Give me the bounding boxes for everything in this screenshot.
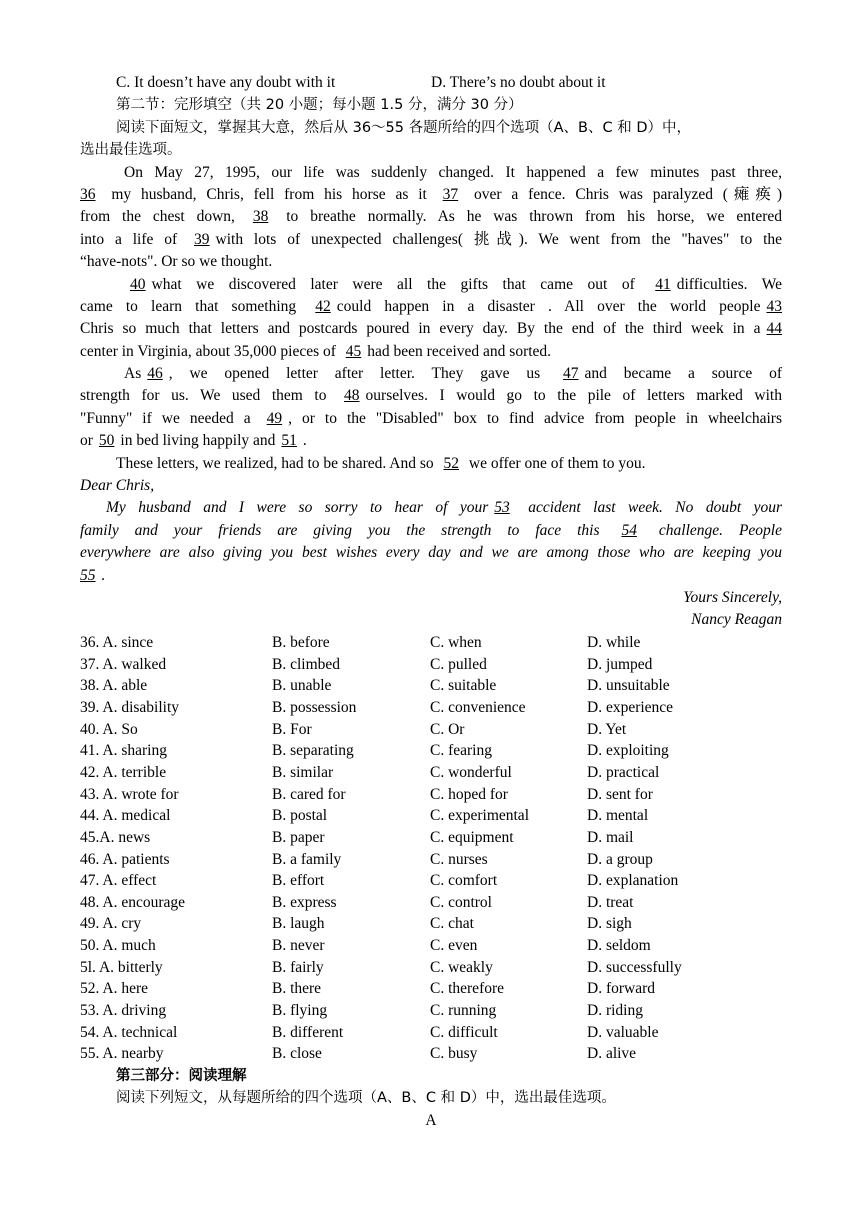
option-42-b: B. similar — [272, 764, 334, 781]
option-row-40 — [80, 719, 782, 741]
blank-54: 54 — [621, 521, 637, 539]
option-39-d: D. experience — [587, 699, 674, 717]
option-37-c: C. pulled — [430, 655, 487, 673]
option-49-b: B. laugh — [272, 915, 325, 933]
option-42-c: C. wonderful — [430, 764, 512, 781]
option-45-a: 45.A. news — [80, 828, 151, 846]
blank-43: 43 — [766, 297, 782, 315]
prev-option-c: C. It doesn’t have any doubt with it — [116, 74, 336, 91]
passage-p1-line-4: into a life of 39 with lots of unexpected challenges( 挑战). We went from the "haves" to the — [80, 230, 783, 248]
blank-53: 53 — [494, 499, 510, 517]
option-row-47 — [80, 870, 782, 892]
option-row-49 — [80, 913, 782, 935]
letter-line-4: 55 . — [80, 566, 106, 584]
option-row-50 — [80, 935, 782, 957]
option-37-b: B. climbed — [272, 655, 341, 673]
option-40-b: B. For — [272, 720, 312, 738]
blank-55: 55 — [80, 566, 96, 584]
option-37-d: D. jumped — [587, 655, 653, 673]
option-36-b: B. before — [272, 634, 330, 652]
option-41-d: D. exploiting — [587, 742, 669, 760]
option-48-d: D. treat — [587, 893, 634, 911]
option-42-a: 42. A. terrible — [80, 764, 167, 781]
option-row-55 — [80, 1043, 782, 1065]
option-38-b: B. unable — [272, 677, 332, 695]
option-row-42 — [80, 762, 782, 784]
prev-option-d: D. There’s no doubt about it — [431, 74, 606, 91]
option-55-b: B. close — [272, 1045, 322, 1063]
options-table — [80, 632, 782, 1065]
option-52-a: 52. A. here — [80, 980, 149, 998]
option-row-54 — [80, 1022, 782, 1044]
blank-48: 48 — [344, 387, 360, 405]
letter-signature: Nancy Reagan — [691, 611, 782, 629]
option-36-a: 36. A. since — [80, 634, 154, 652]
option-43-a: 43. A. wrote for — [80, 785, 179, 803]
option-row-51 — [80, 957, 782, 979]
option-55-a: 55. A. nearby — [80, 1045, 164, 1063]
option-44-a: 44. A. medical — [80, 807, 171, 825]
option-row-53 — [80, 1000, 782, 1022]
option-42-d: D. practical — [587, 764, 660, 781]
blank-39: 39 — [194, 230, 210, 248]
option-47-c: C. comfort — [430, 872, 498, 890]
option-44-d: D. mental — [587, 807, 649, 825]
letter-line-3: everywhere are also giving you best wishes every day and we are among those who are keeping you — [80, 544, 782, 562]
option-50-a: 50. A. much — [80, 937, 156, 955]
option-49-d: D. sigh — [587, 915, 632, 933]
blank-51: 51 — [281, 432, 297, 450]
option-row-46 — [80, 849, 782, 871]
option-51-a: 5l. A. bitterly — [80, 958, 163, 976]
passage-p3-line-3: "Funny" if we needed a 49 , or to the "Disabled" box to find advice from people in wheelchairs — [80, 409, 782, 427]
option-52-b: B. there — [272, 980, 322, 998]
option-54-c: C. difficult — [430, 1023, 498, 1041]
blank-49: 49 — [266, 409, 283, 427]
passage-p3-line-1: As 46 , we opened letter after letter. They gave us 47 and became a source of — [124, 365, 783, 383]
option-49-c: C. chat — [430, 915, 474, 933]
option-40-c: C. Or — [430, 720, 465, 738]
option-45-c: C. equipment — [430, 828, 514, 846]
passage-p1-line-3: from the chest down, 38 to breathe normally. As he was thrown from his horse, we entered — [80, 208, 783, 226]
option-41-c: C. fearing — [430, 742, 492, 760]
letter-line-1: My husband and I were so sorry to hear of your 53 accident last week. No doubt your — [106, 499, 783, 517]
option-46-d: D. a group — [587, 850, 653, 868]
option-39-b: B. possession — [272, 699, 357, 717]
option-row-38 — [80, 675, 782, 697]
section2-instruction-1: 阅读下面短文，掌握其大意，然后从 36～55 各题所给的四个选项（A、B、C 和 D）中， — [116, 119, 691, 136]
blank-47: 47 — [563, 365, 579, 383]
option-43-c: C. hoped for — [430, 785, 508, 803]
option-44-b: B. postal — [272, 807, 328, 825]
option-47-b: B. effort — [272, 872, 325, 890]
option-row-43 — [80, 784, 782, 806]
option-47-a: 47. A. effect — [80, 872, 157, 890]
option-54-d: D. valuable — [587, 1023, 659, 1041]
option-38-d: D. unsuitable — [587, 677, 670, 695]
passage-p1-line-1: On May 27, 1995, our life was suddenly changed. It happened a few minutes past three, — [124, 163, 782, 181]
option-36-c: C. when — [430, 634, 482, 652]
passage-p1-line-2: 36 my husband, Chris, fell from his horse as it 37 over a fence. Chris was paralyzed (瘫痪) — [80, 185, 782, 203]
blank-46: 46 — [147, 365, 163, 383]
section3-heading: 第三部分：阅读理解 — [116, 1067, 247, 1084]
option-row-36 — [80, 632, 782, 654]
option-50-c: C. even — [430, 937, 478, 955]
option-43-d: D. sent for — [587, 785, 653, 803]
option-55-d: D. alive — [587, 1045, 637, 1063]
option-41-a: 41. A. sharing — [80, 742, 167, 760]
option-row-41 — [80, 740, 782, 762]
option-48-a: 48. A. encourage — [80, 893, 186, 911]
blank-40: 40 — [130, 275, 146, 293]
passage-p1-line-5: “have-nots". Or so we thought. — [80, 253, 273, 271]
passage-p3-line-4: or 50 in bed living happily and 51 . — [80, 432, 307, 450]
option-53-a: 53. A. driving — [80, 1002, 167, 1020]
option-40-a: 40. A. So — [80, 720, 138, 738]
option-53-c: C. running — [430, 1002, 497, 1020]
passage-p3-line-2: strength for us. We used them to 48 ourselves. I would go to the pile of letters marked with — [80, 387, 782, 405]
option-45-b: B. paper — [272, 828, 325, 846]
option-51-c: C. weakly — [430, 958, 493, 976]
option-54-b: B. different — [272, 1023, 344, 1041]
option-50-b: B. never — [272, 937, 325, 955]
passage-p2-line-1: 40 what we discovered later were all the gifts that came out of 41 difficulties. We — [80, 274, 782, 296]
option-41-b: B. separating — [272, 742, 354, 760]
option-53-d: D. riding — [587, 1002, 643, 1020]
option-52-c: C. therefore — [430, 980, 505, 998]
option-51-d: D. successfully — [587, 958, 682, 976]
passage-p2-line-2: came to learn that something 42 could happen in a disaster . All over the world people 43 — [80, 297, 782, 315]
option-45-d: D. mail — [587, 828, 634, 846]
option-44-c: C. experimental — [430, 807, 529, 825]
option-39-c: C. convenience — [430, 699, 526, 717]
passage-p4: These letters, we realized, had to be shared. And so 52 we offer one of them to you. — [116, 454, 646, 472]
option-37-a: 37. A. walked — [80, 655, 167, 673]
blank-44: 44 — [766, 320, 782, 338]
blank-45: 45 — [345, 342, 362, 360]
option-row-37 — [80, 654, 782, 676]
option-48-c: C. control — [430, 893, 492, 911]
option-53-b: B. flying — [272, 1002, 328, 1020]
option-52-d: D. forward — [587, 980, 656, 998]
option-54-a: 54. A. technical — [80, 1023, 178, 1041]
option-48-b: B. express — [272, 893, 337, 911]
passage-p2-line-3: Chris so much that letters and postcards poured in every day. By the end of the third week in a 44 — [80, 320, 782, 338]
option-51-b: B. fairly — [272, 958, 324, 976]
blank-37: 37 — [442, 185, 459, 203]
blank-52: 52 — [443, 454, 460, 472]
option-row-45 — [80, 827, 782, 849]
letter-closing: Yours Sincerely, — [683, 588, 782, 606]
blank-41: 41 — [655, 275, 671, 293]
option-46-a: 46. A. patients — [80, 850, 170, 868]
section2-instruction-2: 选出最佳选项。 — [80, 142, 182, 159]
option-40-d: D. Yet — [587, 720, 627, 738]
section3-passage-label: A — [425, 1111, 437, 1129]
option-49-a: 49. A. cry — [80, 915, 142, 933]
option-38-a: 38. A. able — [80, 677, 148, 695]
letter-greeting: Dear Chris, — [80, 477, 155, 495]
option-row-52 — [80, 978, 782, 1000]
option-46-c: C. nurses — [430, 850, 488, 868]
blank-36: 36 — [80, 185, 96, 203]
option-row-48 — [80, 892, 782, 914]
prev-options-line — [80, 72, 782, 94]
blank-38: 38 — [252, 208, 269, 226]
option-38-c: C. suitable — [430, 677, 497, 695]
option-43-b: B. cared for — [272, 785, 346, 803]
exam-page — [80, 72, 782, 1132]
option-46-b: B. a family — [272, 850, 342, 868]
option-47-d: D. explanation — [587, 872, 679, 890]
option-row-39 — [80, 697, 782, 719]
option-39-a: 39. A. disability — [80, 699, 180, 717]
blank-50: 50 — [98, 432, 115, 450]
option-row-44 — [80, 805, 782, 827]
letter-line-2: family and your friends are giving you the strength to face this 54 challenge. People — [80, 521, 782, 539]
option-55-c: C. busy — [430, 1045, 478, 1063]
blank-42: 42 — [315, 297, 331, 315]
section2-heading: 第二节：完形填空（共 20 小题；每小题 1.5 分，满分 30 分） — [116, 97, 523, 114]
passage-p2-line-4: center in Virginia, about 35,000 pieces of 45 had been received and sorted. — [80, 342, 552, 360]
option-50-d: D. seldom — [587, 937, 651, 955]
option-36-d: D. while — [587, 634, 641, 652]
section3-instruction: 阅读下列短文，从每题所给的四个选项（A、B、C 和 D）中，选出最佳选项。 — [116, 1090, 616, 1107]
